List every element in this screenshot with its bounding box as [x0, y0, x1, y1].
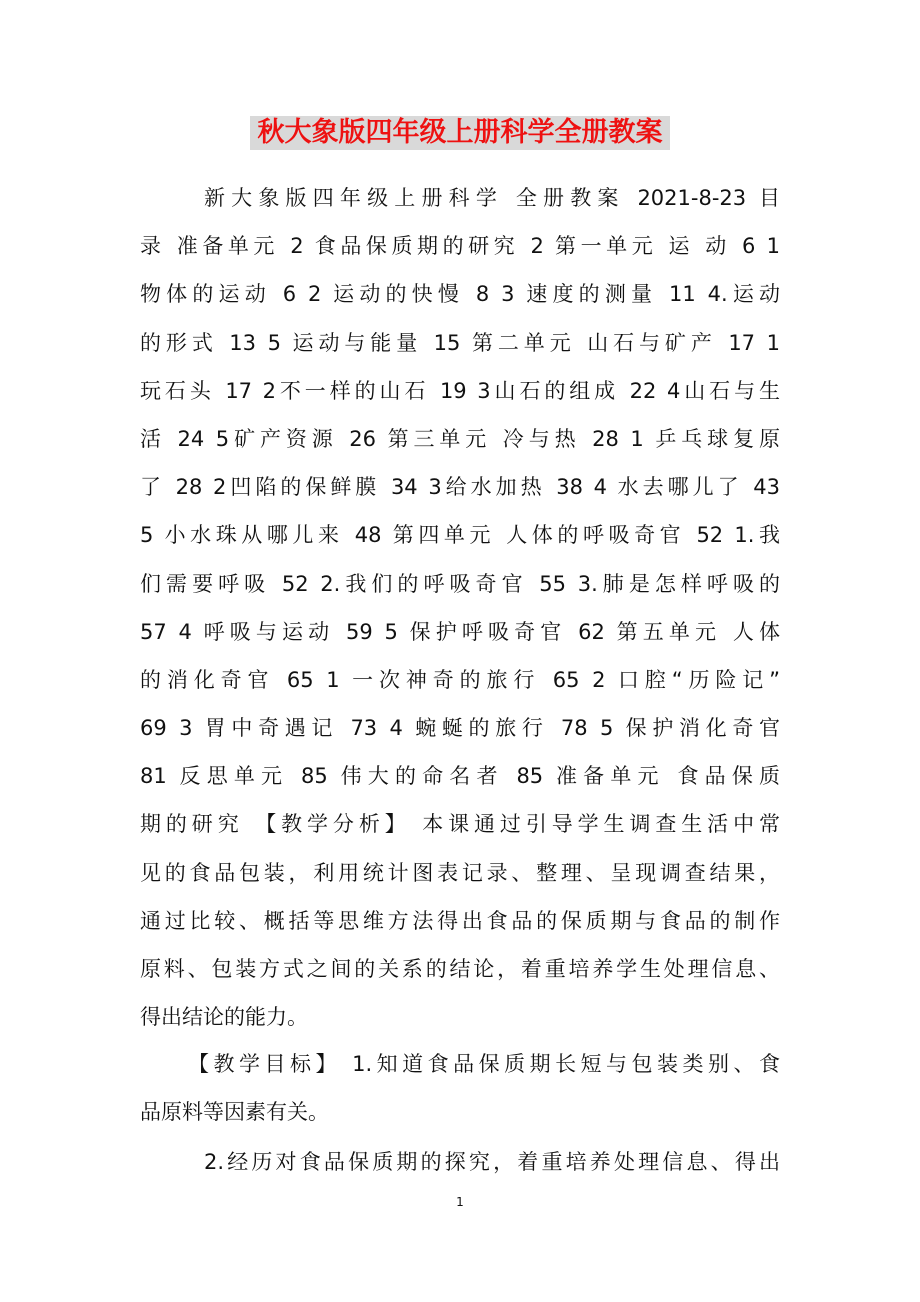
text-line: 81 反思单元 85 伟大的命名者 85 准备单元 食品保质: [140, 764, 780, 789]
text-line: 【教学目标】 1.知道食品保质期长短与包装类别、食: [188, 1052, 780, 1076]
goal-2-paragraph: [140, 1138, 780, 1186]
document-title: 秋大象版四年级上册科学全册教案: [250, 116, 670, 150]
text-line: 57 4 呼吸与运动 59 5 保护呼吸奇官 62 第五单元 人体: [140, 619, 780, 644]
text-line: 玩石头 17 2不一样的山石 19 3山石的组成 22 4山石与生: [140, 378, 780, 403]
text-line: 得出结论的能力。: [140, 1005, 308, 1030]
teaching-goals-paragraph: [140, 1040, 780, 1136]
text-line: 2.经历对食品保质期的探究，着重培养处理信息、得出: [204, 1150, 780, 1174]
text-line: 原料、包装方式之间的关系的结论，着重培养学生处理信息、: [140, 957, 780, 981]
text-line: 新大象版四年级上册科学 全册教案 2021-8-23 目: [204, 186, 780, 210]
text-line: 了 28 2凹陷的保鲜膜 34 3给水加热 38 4 水去哪儿了 43: [140, 475, 780, 500]
page-number: 1: [456, 1195, 464, 1209]
text-line: 品原料等因素有关。: [140, 1100, 329, 1125]
text-line: 的形式 13 5 运动与能量 15 第二单元 山石与矿产 17 1: [140, 330, 780, 355]
text-line: 物体的运动 6 2 运动的快慢 8 3 速度的测量 11 4.运动: [140, 282, 780, 307]
text-line: 录 准备单元 2 食品保质期的研究 2 第一单元 运 动 6 1: [140, 234, 780, 259]
text-line: 5 小水珠从哪儿来 48 第四单元 人体的呼吸奇官 52 1.我: [140, 523, 780, 548]
text-line: 们需要呼吸 52 2.我们的呼吸奇官 55 3.肺是怎样呼吸的: [140, 571, 780, 596]
text-line: 见的食品包装，利用统计图表记录、整理、呈现调查结果，: [140, 860, 780, 885]
text-line: 通过比较、概括等思维方法得出食品的保质期与食品的制作: [140, 908, 780, 933]
table-of-contents-paragraph: [140, 174, 780, 1041]
text-line: 活 24 5矿产资源 26 第三单元 冷与热 28 1 乒乓球复原: [140, 426, 780, 451]
text-line: 期的研究 【教学分析】 本课通过引导学生调查生活中常: [140, 812, 780, 837]
text-line: 69 3 胃中奇遇记 73 4 蜿蜒的旅行 78 5 保护消化奇官: [140, 716, 780, 741]
text-line: 的消化奇官 65 1 一次神奇的旅行 65 2 口腔“历险记”: [140, 667, 780, 692]
